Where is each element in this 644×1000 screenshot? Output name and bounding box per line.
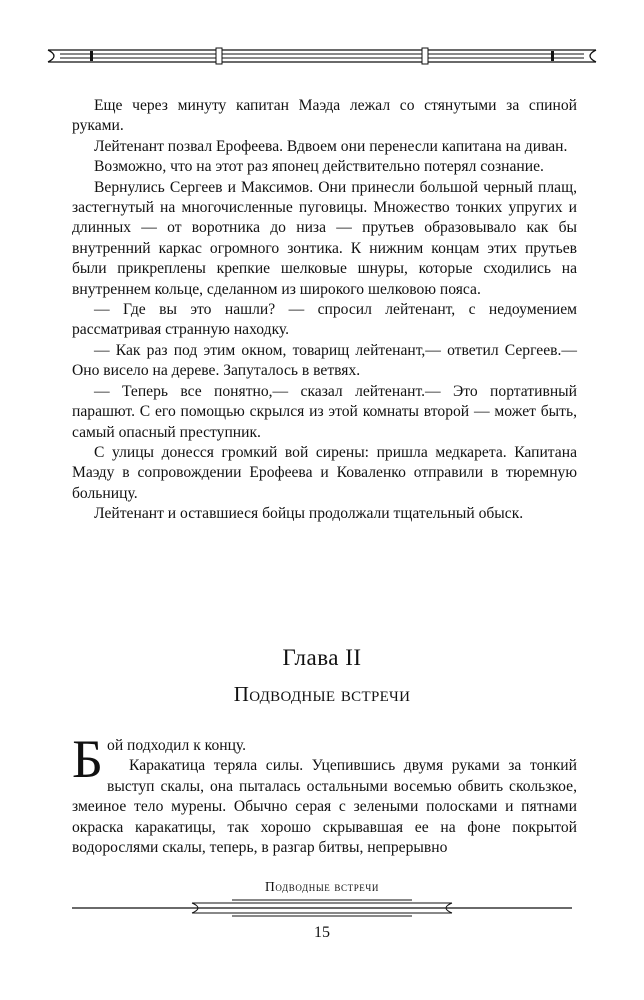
chapter-title: Подводные встречи (233, 682, 411, 706)
chapter-body-text (72, 729, 577, 858)
drop-cap: Б (72, 729, 104, 789)
chapter-number: Глава II (282, 645, 362, 670)
body-text (72, 96, 577, 525)
paragraph: Вернулись Сергеев и Максимов. Они принесли большой черный плащ, застегнутый на многочисленные пуговицы. Множество тонких упругих и длинных — от воротника до низа — прутьев образовывало как бы внутренний каркас огромного зонтика. К нижним концам этих прутьев были прикреплены крепкие шелковые шнуры, которые сходились на внутреннем кольце, сделанном из широкого шелковою пояса. (72, 178, 577, 298)
paragraph: Возможно, что на этот раз японец действительно потерял сознание. (94, 158, 544, 176)
paragraph: Лейтенант позвал Ерофеева. Вдвоем они перенесли капитана на диван. (94, 137, 568, 155)
page-number: 15 (314, 924, 330, 941)
paragraph: Лейтенант и оставшиеся бойцы продолжали тщательный обыск. (94, 505, 524, 523)
first-line-text: ой подходил к концу. (107, 737, 247, 754)
bottom-ornament (0, 896, 644, 922)
paragraph: С улицы донесся громкий вой сирены: пришла медкарета. Капитана Маэду в сопровождении Ерофеева и Коваленко отправили в тюремную больницу. (72, 443, 577, 502)
top-ornament (0, 40, 644, 72)
running-footer-title: Подводные встречи (265, 879, 379, 894)
chapter-first-paragraph (72, 729, 577, 789)
paragraph: — Как раз под этим окном, товарищ лейтенант,— ответил Сергеев.— Оно висело на дереве. Запуталось в ветвях. (72, 341, 577, 380)
paragraph: Еще через минуту капитан Маэда лежал со стянутыми за спиной руками. (72, 97, 577, 135)
paragraph: Каракатица теряла силы. Уцепившись двумя руками за тонкий выступ скалы, она пыталась остальными восемью обвить скользкое, змеиное тело мурены. Обычно серая с зелеными полосками и пятнами окраска каракатицы, так хорошо скрывавшая ее на фоне покрытой водорослями скалы, теперь, в разгар битвы, непрерывно (72, 757, 577, 857)
paragraph: — Теперь все понятно,— сказал лейтенант.— Это портативный парашют. С его помощью скрылся из этой комнаты второй — может быть, самый опасный преступник. (72, 382, 577, 441)
paragraph: — Где вы это нашли? — спросил лейтенант, с недоумением рассматривая странную находку. (72, 301, 577, 339)
